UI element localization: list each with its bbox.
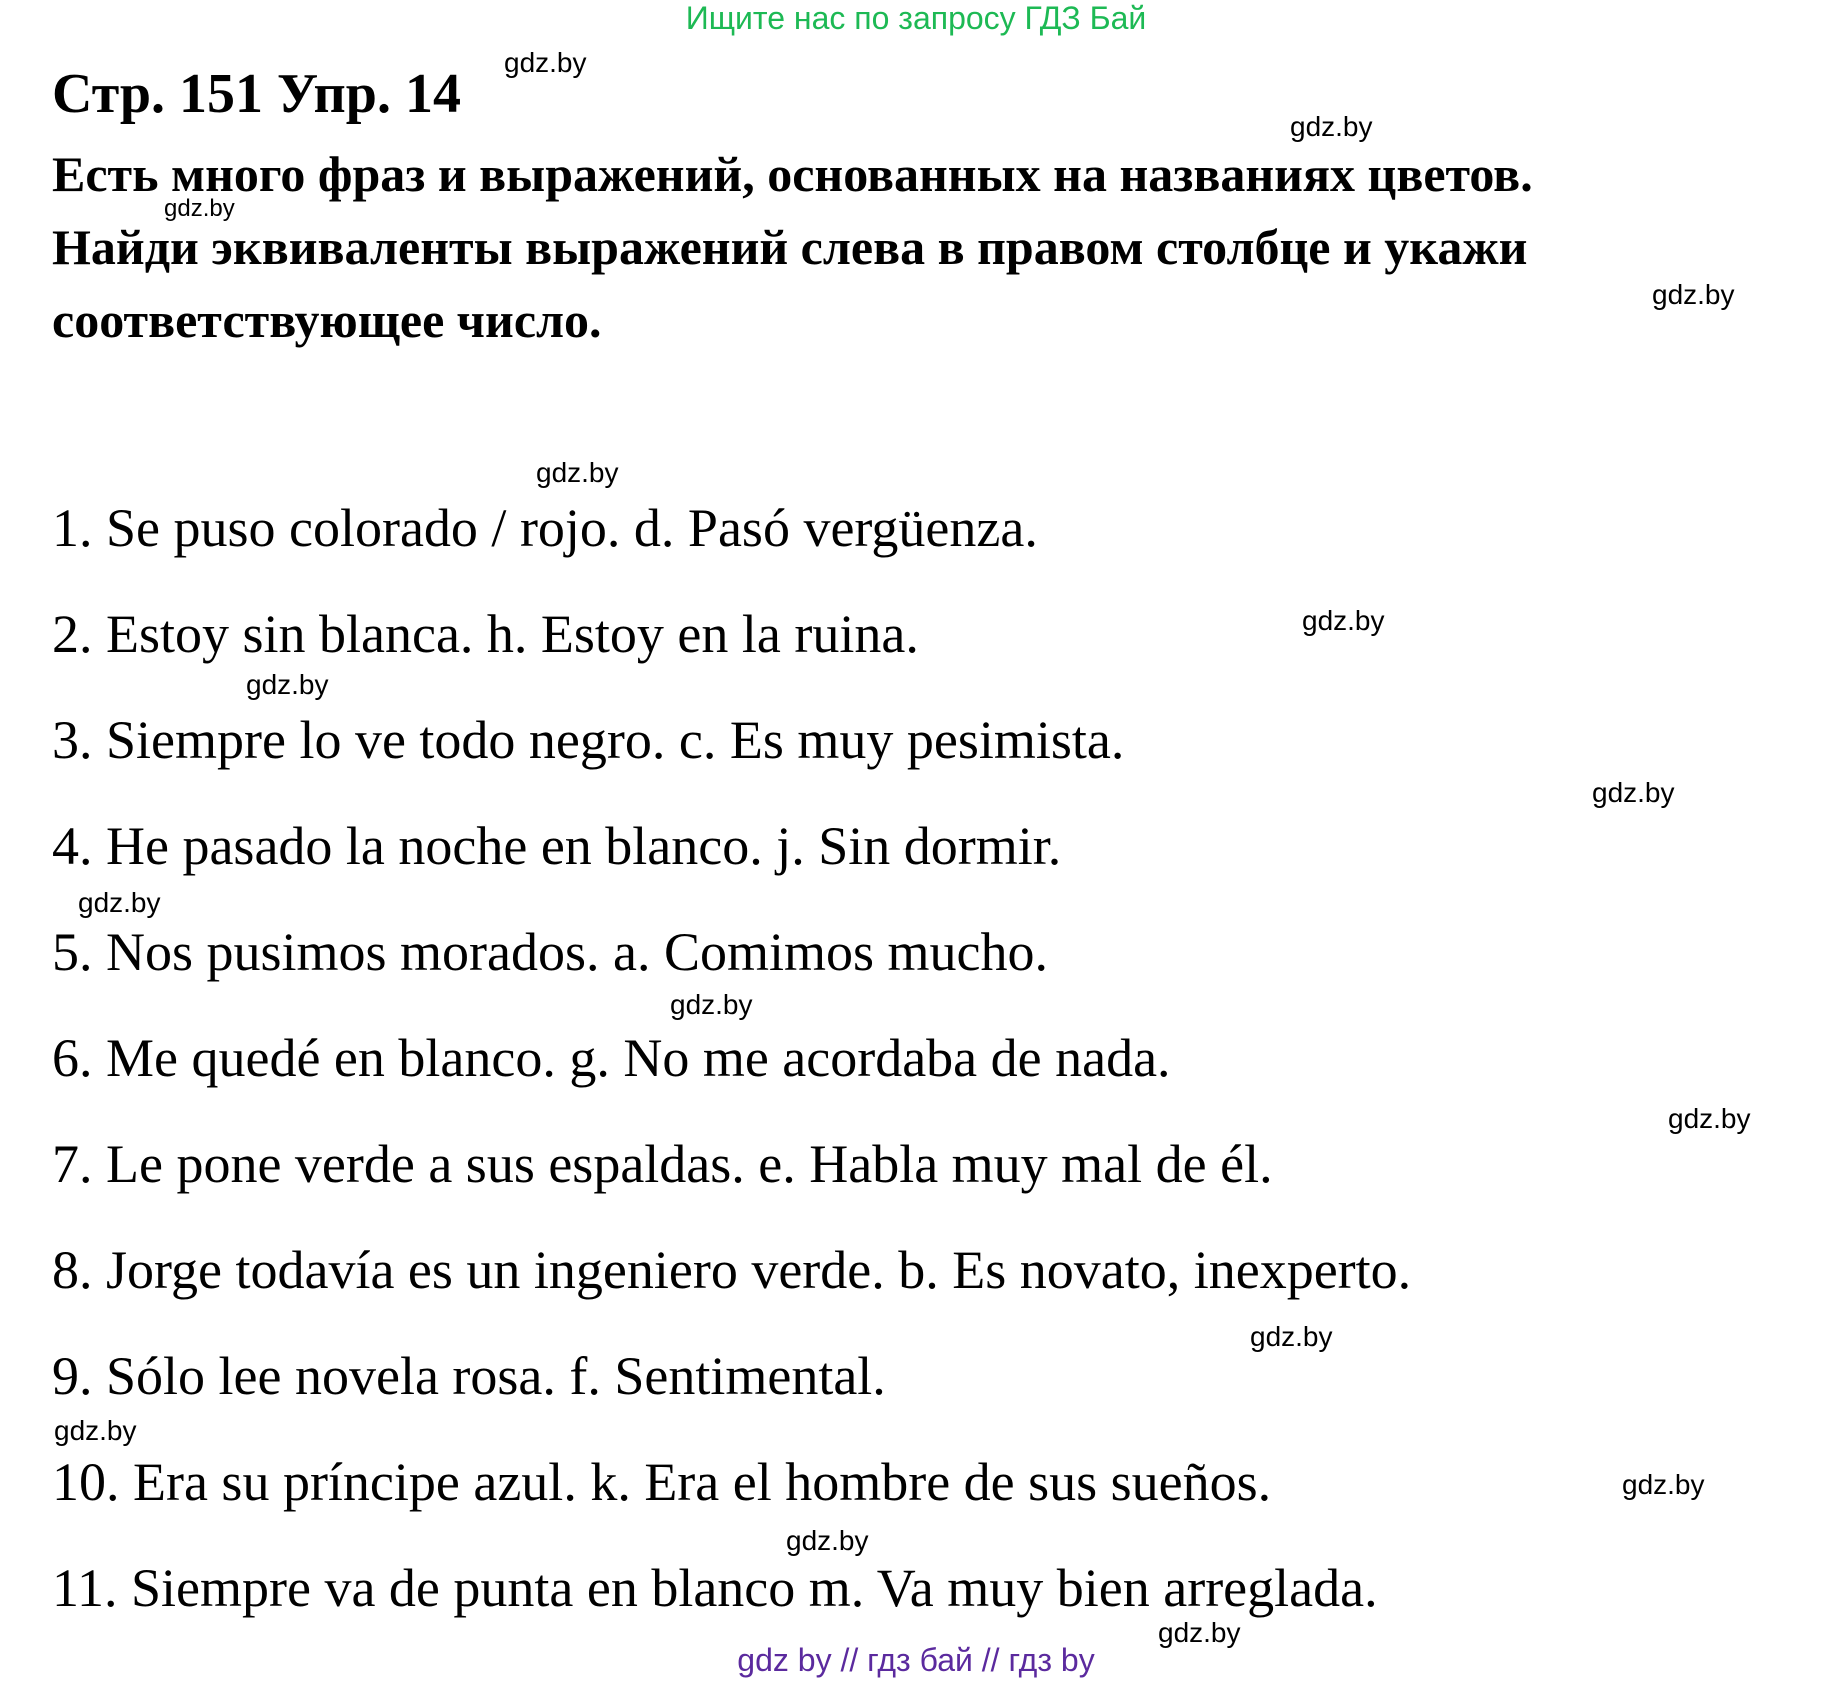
answer-item: 4. He pasado la noche en blanco. j. Sin dormir. bbox=[52, 816, 1062, 876]
instruction-line: Есть много фраз и выражений, основанных на названиях цветов. bbox=[52, 146, 1533, 202]
answer-item: 1. Se puso colorado / rojo. d. Pasó vergüenza. bbox=[52, 498, 1038, 558]
watermark: gdz.by bbox=[78, 887, 161, 918]
watermark: gdz.by bbox=[1622, 1469, 1705, 1500]
watermark: gdz.by bbox=[1302, 605, 1385, 636]
exercise-instruction bbox=[52, 138, 1822, 357]
watermark: gdz.by bbox=[536, 457, 619, 488]
watermark: gdz.by bbox=[1250, 1321, 1333, 1352]
answer-list bbox=[52, 488, 1411, 1654]
watermark: gdz.by bbox=[786, 1525, 869, 1556]
watermark: gdz.by bbox=[1290, 111, 1373, 142]
answer-item: 7. Le pone verde a sus espaldas. e. Habla muy mal de él. bbox=[52, 1134, 1273, 1194]
watermark: gdz.by bbox=[1652, 279, 1735, 310]
watermark: gdz.by bbox=[1592, 777, 1675, 808]
footer-links: gdz by // гдз бай // гдз by bbox=[737, 1642, 1095, 1678]
page-title: Стр. 151 Упр. 14 bbox=[52, 63, 461, 125]
answer-item: 11. Siempre va de punta en blanco m. Va muy bien arreglada. bbox=[52, 1558, 1378, 1618]
instruction-line: Найди эквиваленты выражений слева в правом столбце и укажи bbox=[52, 219, 1528, 275]
instruction-line: соответствующее число. bbox=[52, 292, 602, 348]
answer-item: 3. Siempre lo ve todo negro. c. Es muy pesimista. bbox=[52, 710, 1125, 770]
answer-item: 5. Nos pusimos morados. a. Comimos mucho. bbox=[52, 922, 1048, 982]
watermark: gdz.by bbox=[1158, 1617, 1241, 1648]
watermark: gdz.by bbox=[1668, 1103, 1751, 1134]
answer-item: 6. Me quedé en blanco. g. No me acordaba de nada. bbox=[52, 1028, 1171, 1088]
watermark: gdz.by bbox=[246, 669, 329, 700]
answer-item: 9. Sólo lee novela rosa. f. Sentimental. bbox=[52, 1346, 886, 1406]
watermark: gdz.by bbox=[54, 1415, 137, 1446]
answer-item: 10. Era su príncipe azul. k. Era el hombre de sus sueños. bbox=[52, 1452, 1272, 1512]
watermark: gdz.by bbox=[164, 195, 235, 222]
search-hint-banner: Ищите нас по запросу ГДЗ Бай bbox=[685, 0, 1147, 36]
watermark: gdz.by bbox=[670, 989, 753, 1020]
watermark: gdz.by bbox=[504, 47, 587, 78]
answer-item: 8. Jorge todavía es un ingeniero verde. b. Es novato, inexperto. bbox=[52, 1240, 1412, 1300]
answer-item: 2. Estoy sin blanca. h. Estoy en la ruina. bbox=[52, 604, 919, 664]
